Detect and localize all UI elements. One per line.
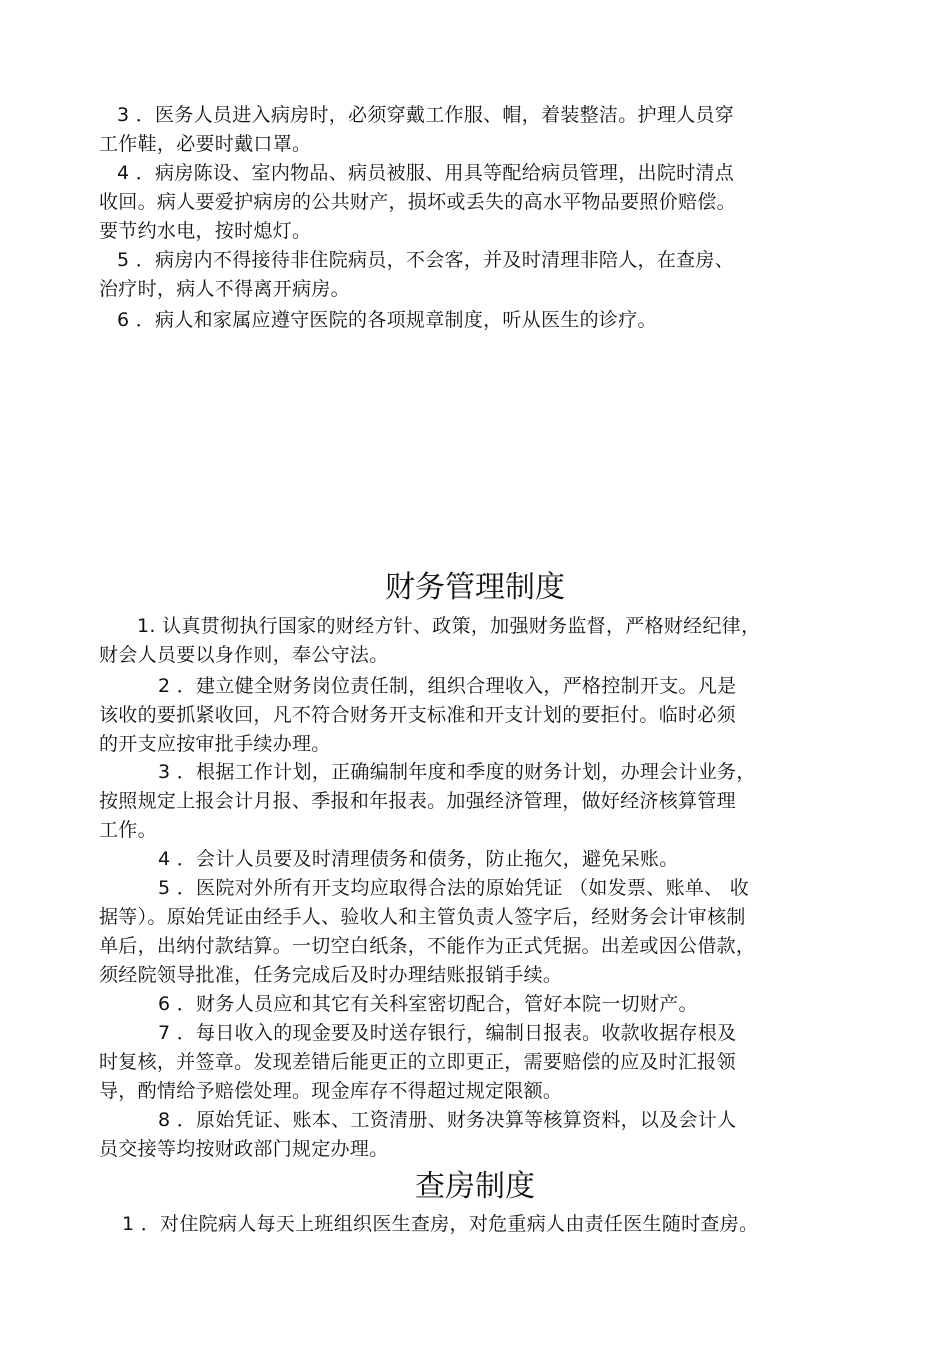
text-line: 须经院领导批准，任务完成后及时办理结账报销手续。: [99, 964, 563, 986]
text-line: 治疗时，病人不得离开病房。: [99, 278, 350, 300]
text-line: 4 ．会计人员要及时清理债务和债务，防止拖欠，避免呆账。: [158, 848, 679, 870]
text-line: 5 ．医院对外所有开支均应取得合法的原始凭证 （如发票、账单、 收: [158, 877, 750, 899]
text-line: 按照规定上报会计月报、季报和年报表。加强经济管理，做好经济核算管理: [99, 790, 736, 812]
section-heading: 财务管理制度: [385, 570, 565, 605]
text-line: 的开支应按审批手续办理。: [99, 733, 331, 755]
text-line: 6 ．病人和家属应遵守医院的各项规章制度，听从医生的诊疗。: [117, 309, 657, 331]
text-line: 据等）。原始凭证由经手人、验收人和主管负责人签字后，经财务会计审核制: [99, 906, 746, 928]
text-line: 6 ．财务人员应和其它有关科室密切配合，管好本院一切财产。: [158, 993, 698, 1015]
text-line: 5 ．病房内不得接待非住院病员，不会客，并及时清理非陪人，在查房、: [117, 249, 735, 271]
text-line: 工作。: [99, 819, 157, 841]
section-heading: 查房制度: [415, 1169, 535, 1204]
text-line: 财会人员要以身作则，奉公守法。: [99, 644, 389, 666]
text-line: 导，酌情给予赔偿处理。现金库存不得超过规定限额。: [99, 1080, 563, 1102]
text-line: 4 ．病房陈设、室内物品、病员被服、用具等配给病员管理，出院时清点: [117, 162, 735, 184]
text-line: 单后，出纳付款结算。一切空白纸条，不能作为正式凭据。出差或因公借款，: [99, 935, 756, 957]
text-line: 7 ．每日收入的现金要及时送存银行，编制日报表。收款收据存根及: [158, 1022, 737, 1044]
text-line: 8 ．原始凭证、账本、工资清册、财务决算等核算资料，以及会计人: [158, 1109, 737, 1131]
text-line: 员交接等均按财政部门规定办理。: [99, 1138, 389, 1160]
text-line: 1. 认真贯彻执行国家的财经方针、政策，加强财务监督，严格财经纪律，: [137, 615, 761, 637]
text-line: 工作鞋，必要时戴口罩。: [99, 133, 312, 155]
text-line: 3 ．根据工作计划，正确编制年度和季度的财务计划，办理会计业务，: [158, 761, 756, 783]
text-line: 1 ．对住院病人每天上班组织医生查房，对危重病人由责任医生随时查房。: [122, 1213, 759, 1235]
text-line: 3 ．医务人员进入病房时，必须穿戴工作服、帽，着装整洁。护理人员穿: [117, 104, 735, 126]
text-line: 该收的要抓紧收回，凡不符合财务开支标准和开支计划的要拒付。临时必须: [99, 704, 736, 726]
text-line: 时复核，并签章。发现差错后能更正的立即更正，需要赔偿的应及时汇报领: [99, 1051, 736, 1073]
text-line: 要节约水电，按时熄灯。: [99, 220, 312, 242]
text-line: 收回。病人要爱护病房的公共财产，损坏或丢失的高水平物品要照价赔偿。: [99, 191, 736, 213]
text-line: 2 ．建立健全财务岗位责任制，组织合理收入，严格控制开支。凡是: [158, 675, 737, 697]
